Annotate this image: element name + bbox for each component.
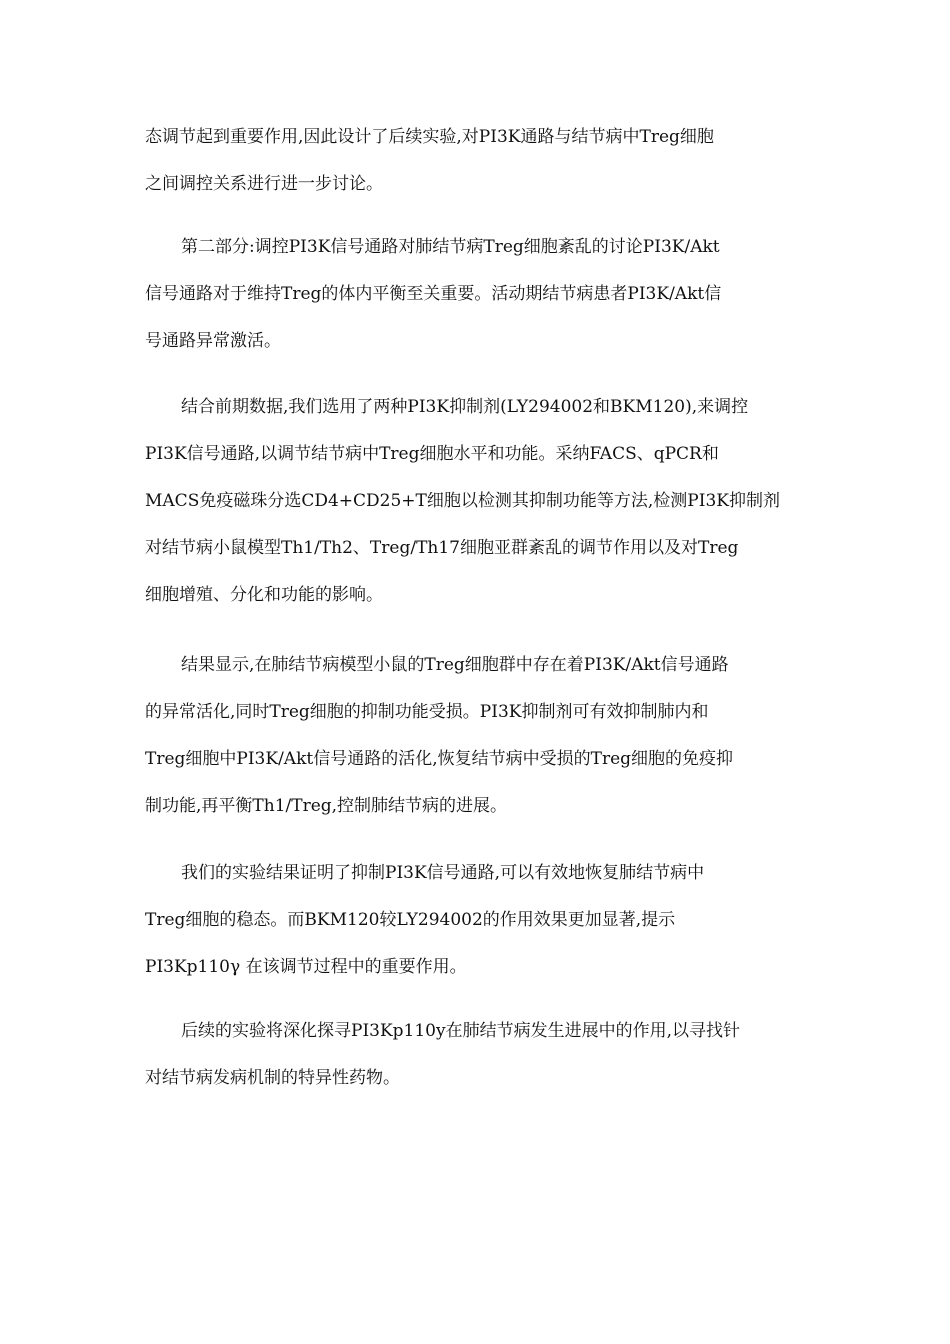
paragraph-line: MACS免疫磁珠分选CD4+CD25+T细胞以检测其抑制功能等方法,检测PI3K抑制剂 [145, 491, 780, 511]
paragraph-line: 结合前期数据,我们选用了两种PI3K抑制剂(LY294002和BKM120),来调控 [181, 397, 749, 417]
paragraph-line: 制功能,再平衡Th1/Treg,控制肺结节病的进展。 [145, 796, 508, 816]
paragraph-5 [145, 850, 810, 991]
paragraph-line: PI3K信号通路,以调节结节病中Treg细胞水平和功能。采纳FACS、qPCR和 [145, 444, 719, 464]
paragraph-line: 号通路异常激活。 [145, 331, 281, 351]
paragraph-line: PI3Kp110γ 在该调节过程中的重要作用。 [145, 957, 467, 977]
paragraph-line: 对结节病小鼠模型Th1/Th2、Treg/Th17细胞亚群紊乱的调节作用以及对Treg [145, 538, 739, 558]
paragraph-line: 态调节起到重要作用,因此设计了后续实验,对PI3K通路与结节病中Treg细胞 [145, 127, 714, 147]
paragraph-3 [145, 384, 810, 619]
paragraph-line: 细胞增殖、分化和功能的影响。 [145, 585, 383, 605]
paragraph-line: 之间调控关系进行进一步讨论。 [145, 174, 383, 194]
paragraph-line: 第二部分:调控PI3K信号通路对肺结节病Treg细胞紊乱的讨论PI3K/Akt [181, 237, 720, 257]
paragraph-2 [145, 224, 810, 365]
paragraph-1 [145, 114, 810, 208]
paragraph-line: 后续的实验将深化探寻PI3Kp110y在肺结节病发生进展中的作用,以寻找针 [181, 1021, 741, 1041]
paragraph-line: Treg细胞的稳态。而BKM120较LY294002的作用效果更加显著,提示 [145, 910, 676, 930]
paragraph-line: 对结节病发病机制的特异性药物。 [145, 1068, 400, 1088]
paragraph-6 [145, 1008, 810, 1102]
paragraph-4 [145, 642, 810, 830]
paragraph-line: 我们的实验结果证明了抑制PI3K信号通路,可以有效地恢复肺结节病中 [181, 863, 705, 883]
paragraph-line: 信号通路对于维持Treg的体内平衡至关重要。活动期结节病患者PI3K/Akt信 [145, 284, 722, 304]
paragraph-line: Treg细胞中PI3K/Akt信号通路的活化,恢复结节病中受损的Treg细胞的免疫抑 [145, 749, 734, 769]
paragraph-line: 的异常活化,同时Treg细胞的抑制功能受损。PI3K抑制剂可有效抑制肺内和 [145, 702, 709, 722]
paragraph-line: 结果显示,在肺结节病模型小鼠的Treg细胞群中存在着PI3K/Akt信号通路 [181, 655, 729, 675]
